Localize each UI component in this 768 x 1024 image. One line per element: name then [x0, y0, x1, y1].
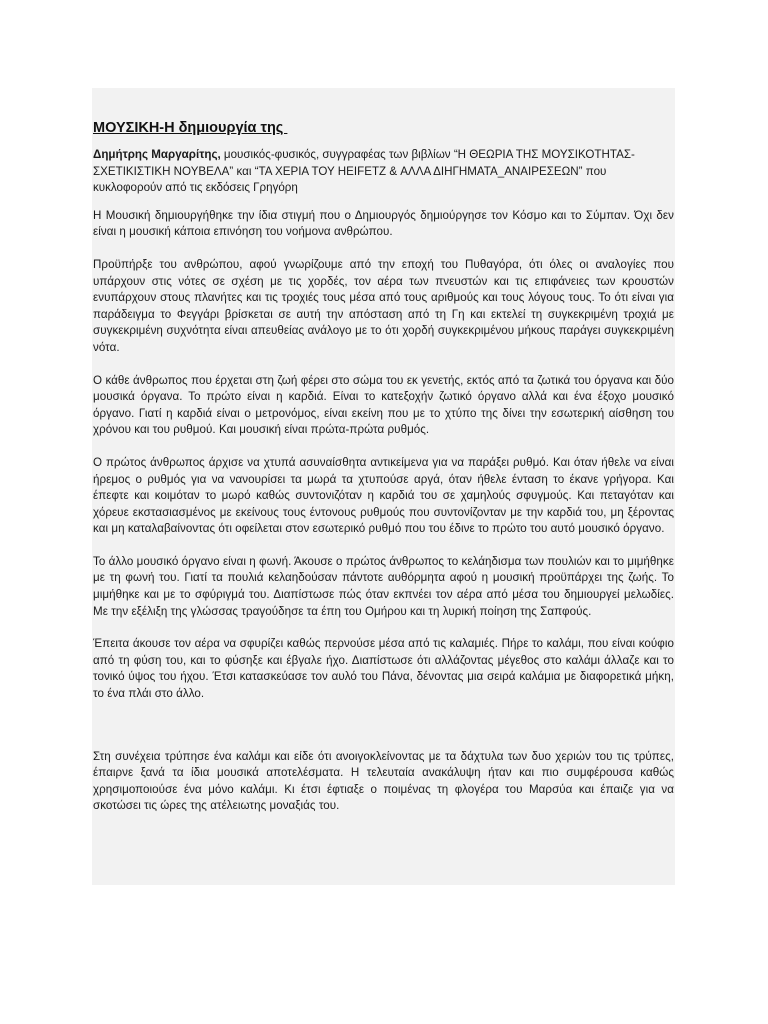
- paragraph: Η Μουσική δημιουργήθηκε την ίδια στιγμή που ο Δημιουργός δημιούργησε τον Κόσμο και το Σύμπαν. Όχι δεν είναι η μουσική κάποια επινόηση του νοήμονα ανθρώπου.: [93, 208, 674, 239]
- document-title: ΜΟΥΣΙΚΗ-Η δημιουργία της: [93, 120, 288, 136]
- paragraph: Ο πρώτος άνθρωπος άρχισε να χτυπά ασυναίσθητα αντικείμενα για να παράξει ρυθμό. Και όταν ήθελε να είναι ήρεμος ο ρυθμός για να νανουρίσει τα μωρά τα χτυπούσε αργά, όταν ήθελε ένταση το έκανε γρήγορα. Και έπεφτε και κοιμόταν το μωρό καθώς συντονιζόταν η καρδιά του σε χαμηλούς σφυγμούς. Και πεταγόταν και χόρευε εκστασιασμένος με εκείνους τους έντονους ρυθμούς που συντονίζονταν με την καρδιά του, μη ξέροντας και μη καταλαβαίνοντας ότι οφείλεται στον εσωτερικό ρυθμό που του έδινε το πρώτο του αυτό μουσικό όργανο.: [93, 455, 674, 536]
- paragraph: Το άλλο μουσικό όργανο είναι η φωνή. Άκουσε ο πρώτος άνθρωπος το κελάηδισμα των πουλιών και το μιμήθηκε με τη φωνή του. Γιατί τα πουλιά κελαηδούσαν πάντοτε αυθόρμητα αφού η μουσική προϋπάρχει της ζωής. Το μιμήθηκε και με το σφύριγμά του. Διαπίστωσε πώς όταν εκπνέει τον αέρα από μέσα του δημιουργεί μελωδίες. Με την εξέλιξη της γλώσσας τραγούδησε τα έπη του Ομήρου και τη λυρική ποίηση της Σαπφούς.: [93, 554, 674, 618]
- paragraph: Έπειτα άκουσε τον αέρα να σφυρίζει καθώς περνούσε μέσα από τις καλαμιές. Πήρε το καλάμι, που είναι κούφιο από τη φύση του, και το φύσηξε και έβγαλε ήχο. Διαπίστωσε ότι αλλάζοντας μέγεθος στο καλάμι άλλαζε και το τονικό ύψος του ήχου. Έτσι κατασκεύασε τον αυλό του Πάνα, δένοντας μια σειρά καλάμια με διαφορετικά μήκη, το ένα πλάι στο άλλο.: [93, 637, 674, 701]
- author-byline: [93, 147, 674, 197]
- author-description: μουσικός-φυσικός, συγγραφέας των βιβλίων “Η ΘΕΩΡΙΑ ΤΗΣ ΜΟΥΣΙΚΟΤΗΤΑΣ-ΣΧΕΤΙΚΙΣΤΙΚΗ ΝΟΥΒΕΛΑ” και “ΤΑ ΧΕΡΙΑ ΤΟΥ HEIFETZ & ΑΛΛΑ ΔΙΗΓΗΜΑΤΑ_ΑΝΑΙΡΕΣΕΩΝ” που κυκλοφορούν από τις εκδόσεις Γρηγόρη: [93, 148, 635, 195]
- paragraph: Ο κάθε άνθρωπος που έρχεται στη ζωή φέρει στο σώμα του εκ γενετής, εκτός από τα ζωτικά του όργανα και δύο μουσικά όργανα. Το πρώτο είναι η καρδιά. Είναι το κατεξοχήν ζωτικό όργανο αλλά και ένα έξοχο μουσικό όργανο. Γιατί η καρδιά είναι ο μετρονόμος, είναι εκείνη που με το χτύπο της δίνει την εσωτερική αίσθηση του χρόνου και του ρυθμού. Και μουσική είναι πρώτα-πρώτα ρυθμός.: [93, 373, 674, 437]
- document-body: [93, 119, 674, 815]
- author-name: Δημήτρης Μαργαρίτης,: [93, 148, 221, 161]
- paragraph: Στη συνέχεια τρύπησε ένα καλάμι και είδε ότι ανοιγοκλείνοντας με τα δάχτυλα των δυο χεριών του τις τρύπες, έπαιρνε ξανά τα ίδια μουσικά αποτελέσματα. Η τελευταία ανακάλυψη ήταν και πιο συμφέρουσα καθώς χρησιμοποιούσε ένα μόνο καλάμι. Κι έτσι έφτιαξε ο ποιμένας τη φλογέρα του Μαρσύα και έπαιζε για να σκοτώσει τις ώρες της ατέλειωτης μοναξιάς του.: [93, 749, 674, 813]
- paragraph: Προϋπήρξε του ανθρώπου, αφού γνωρίζουμε από την εποχή του Πυθαγόρα, ότι όλες οι αναλογίες που υπάρχουν στις νότες σε σχέση με τις χορδές, τον αέρα των πνευστών και τις επιφάνειες των κρουστών ενυπάρχουν στους πλανήτες και τις τροχιές τους μέσα από τους αριθμούς και τους λόγους τους. Το ότι είναι για παράδειγμα το Φεγγάρι βρίσκεται σε αυτή την απόσταση από τη Γη και εκτελεί τη συγκεκριμένη τροχιά με συγκεκριμένη συχνότητα είναι απευθείας ανάλογο με το ότι χορδή συγκεκριμένου μήκους παράγει συγκεκριμένη νότα.: [93, 257, 674, 354]
